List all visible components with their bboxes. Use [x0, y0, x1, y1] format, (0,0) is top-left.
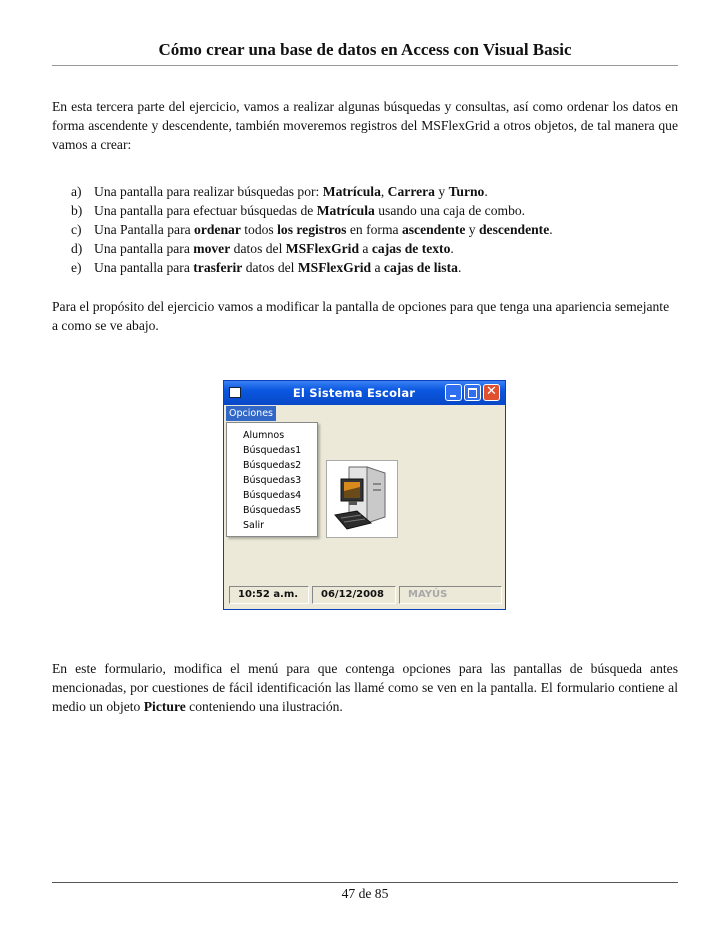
list-text: Una pantalla para: [94, 241, 194, 256]
status-bar: [224, 582, 505, 609]
page-header: Cómo crear una base de datos en Access con Visual Basic: [158, 40, 572, 59]
list-text: en forma: [346, 222, 402, 237]
minimize-button[interactable]: [445, 384, 462, 401]
list-text: a: [359, 241, 372, 256]
list-bold: mover: [193, 241, 231, 256]
footer-rule: [52, 882, 678, 883]
menu-item-busquedas3[interactable]: Búsquedas3: [243, 475, 302, 486]
list-text: Una pantalla para realizar búsquedas por:: [94, 184, 323, 199]
para-text: conteniendo una ilustración.: [185, 699, 343, 714]
menu-item-busquedas2[interactable]: Búsquedas2: [243, 460, 302, 471]
list-bold: Carrera: [387, 184, 435, 199]
para-text: En este formulario, modifica el menú para que contenga opciones para las pantallas de búsqueda antes mencionadas, por cuestiones de fácil identificación las llamé como se ven en la pantalla. El formulario contiene al medio un objeto: [52, 661, 678, 714]
menu-item-busquedas4[interactable]: Búsquedas4: [243, 490, 302, 501]
task-list: [52, 182, 678, 277]
maximize-button[interactable]: [464, 384, 481, 401]
list-text: Una pantalla para: [94, 260, 194, 275]
list-item: [52, 239, 678, 258]
list-item: [52, 258, 678, 277]
list-bold: descendente: [479, 222, 550, 237]
list-bold: trasferir: [193, 260, 243, 275]
computer-icon: [327, 461, 397, 537]
list-text: datos del: [242, 260, 298, 275]
list-bold: MSFlexGrid: [297, 260, 372, 275]
intro-paragraph: En esta tercera parte del ejercicio, vamos a realizar algunas búsquedas y consultas, así como ordenar los datos en forma ascendente y descendente, también moveremos registros del MSFlexGrid a otros objetos, de tal manera que vamos a crear:: [52, 99, 678, 152]
list-bold: Matrícula: [322, 184, 381, 199]
opciones-dropdown: [226, 422, 318, 537]
list-text: .: [549, 222, 553, 237]
menu-opciones[interactable]: Opciones: [226, 406, 276, 421]
list-text: .: [457, 260, 462, 275]
status-date: 06/12/2008: [312, 586, 396, 604]
list-item: [52, 220, 678, 239]
options-paragraph: Para el propósito del ejercicio vamos a modificar la pantalla de opciones para que tenga una apariencia semejante a como se ve abajo.: [52, 299, 670, 333]
header-rule: [52, 65, 678, 66]
list-bold: ascendente: [401, 222, 466, 237]
list-text: ,: [380, 184, 388, 199]
list-marker: a): [71, 184, 82, 199]
list-bold: Turno: [448, 184, 485, 199]
list-text: y: [434, 184, 449, 199]
list-text: .: [450, 241, 454, 256]
list-text: a: [371, 260, 384, 275]
list-bold: ordenar: [194, 222, 241, 237]
menu-item-busquedas5[interactable]: Búsquedas5: [243, 505, 302, 516]
status-time: 10:52 a.m.: [229, 586, 309, 604]
list-text: Una pantalla para efectuar búsquedas de: [94, 203, 317, 218]
list-item: [52, 182, 678, 201]
close-icon: ✕: [486, 384, 497, 399]
list-bold: los registros: [277, 222, 347, 237]
list-bold: cajas de lista: [383, 260, 458, 275]
list-marker: e): [71, 260, 82, 275]
window-title: El Sistema Escolar: [292, 386, 416, 400]
menu-item-alumnos[interactable]: Alumnos: [243, 430, 285, 441]
menu-bar: [224, 405, 505, 422]
list-bold: cajas de texto: [371, 241, 451, 256]
status-caps: MAYÚS: [399, 586, 502, 604]
menu-item-salir[interactable]: Salir: [243, 520, 265, 531]
list-text: datos del: [230, 241, 286, 256]
list-text: Una Pantalla para: [94, 222, 195, 237]
list-bold: MSFlexGrid: [285, 241, 360, 256]
list-marker: c): [71, 222, 82, 237]
menu-item-busquedas1[interactable]: Búsquedas1: [243, 445, 302, 456]
form-paragraph: [52, 659, 678, 716]
close-button[interactable]: [483, 384, 500, 401]
list-text: usando una caja de combo.: [374, 203, 526, 218]
para-bold: Picture: [143, 699, 186, 714]
list-text: y: [465, 222, 479, 237]
picture-box: [326, 460, 398, 538]
window-icon[interactable]: [229, 387, 241, 398]
list-bold: Matrícula: [316, 203, 375, 218]
list-text: .: [484, 184, 488, 199]
app-window: [223, 380, 506, 610]
list-item: [52, 201, 678, 220]
title-bar[interactable]: [224, 381, 505, 405]
list-text: todos: [240, 222, 278, 237]
page-number: 47 de 85: [341, 886, 389, 901]
list-marker: d): [71, 241, 83, 256]
list-marker: b): [71, 203, 83, 218]
